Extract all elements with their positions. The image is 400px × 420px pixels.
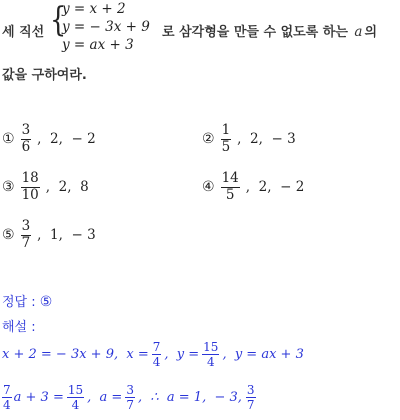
option-4-values: , 2, − 2 [245,179,305,195]
option-4-fraction: $\frac{14}{5}$ [221,170,239,203]
option-5-values: , 1, − 3 [37,227,96,243]
option-2[interactable] [202,124,296,154]
option-1-fraction: $\frac{3}{6}$ [21,122,31,155]
equation-2: y = − 3x + 9 [62,19,150,35]
option-1-values: , 2, − 2 [37,131,96,147]
question-prefix: 세 직선 [2,25,45,40]
option-3-mark: ③ [2,179,15,195]
option-4[interactable] [202,172,304,202]
option-2-fraction: $\frac{1}{5}$ [221,122,231,155]
answer-line [2,291,52,310]
option-5-mark: ⑤ [2,227,15,243]
question-mid-text: 로 삼각형을 만들 수 없도록 하는 a 의 [162,24,378,40]
solution-line-2: $\frac{7}{4}$ a + 3 = $\frac{15}{4}$ , a = $\frac{3}{7}$ , ∴ a = 1, − 3, $\frac{3}{7}$ [3,383,255,412]
option-2-mark: ② [202,131,215,147]
question-line-2: 값을 구하여라. [2,68,87,83]
equation-3: y = ax + 3 [62,37,134,53]
answer-value: ⑤ [39,294,53,310]
system-brace: { [50,0,67,40]
option-4-mark: ④ [202,179,215,195]
explanation-label: 해설 : [2,320,36,335]
option-3[interactable] [2,172,89,202]
option-3-fraction: $\frac{18}{10}$ [21,170,39,203]
solution-line-1: x + 2 = − 3x + 9, x = $\frac{7}{4}$ , y = $\frac{15}{4}$ , y = ax + 3 [2,340,304,369]
option-5-fraction: $\frac{3}{7}$ [21,218,31,251]
equation-1: y = x + 2 [62,1,126,17]
option-3-values: , 2, 8 [45,179,89,195]
option-2-values: , 2, − 3 [237,131,296,147]
option-1[interactable] [2,124,96,154]
answer-label: 정답 : [2,295,36,310]
option-1-mark: ① [2,131,15,147]
option-5[interactable] [2,220,96,250]
